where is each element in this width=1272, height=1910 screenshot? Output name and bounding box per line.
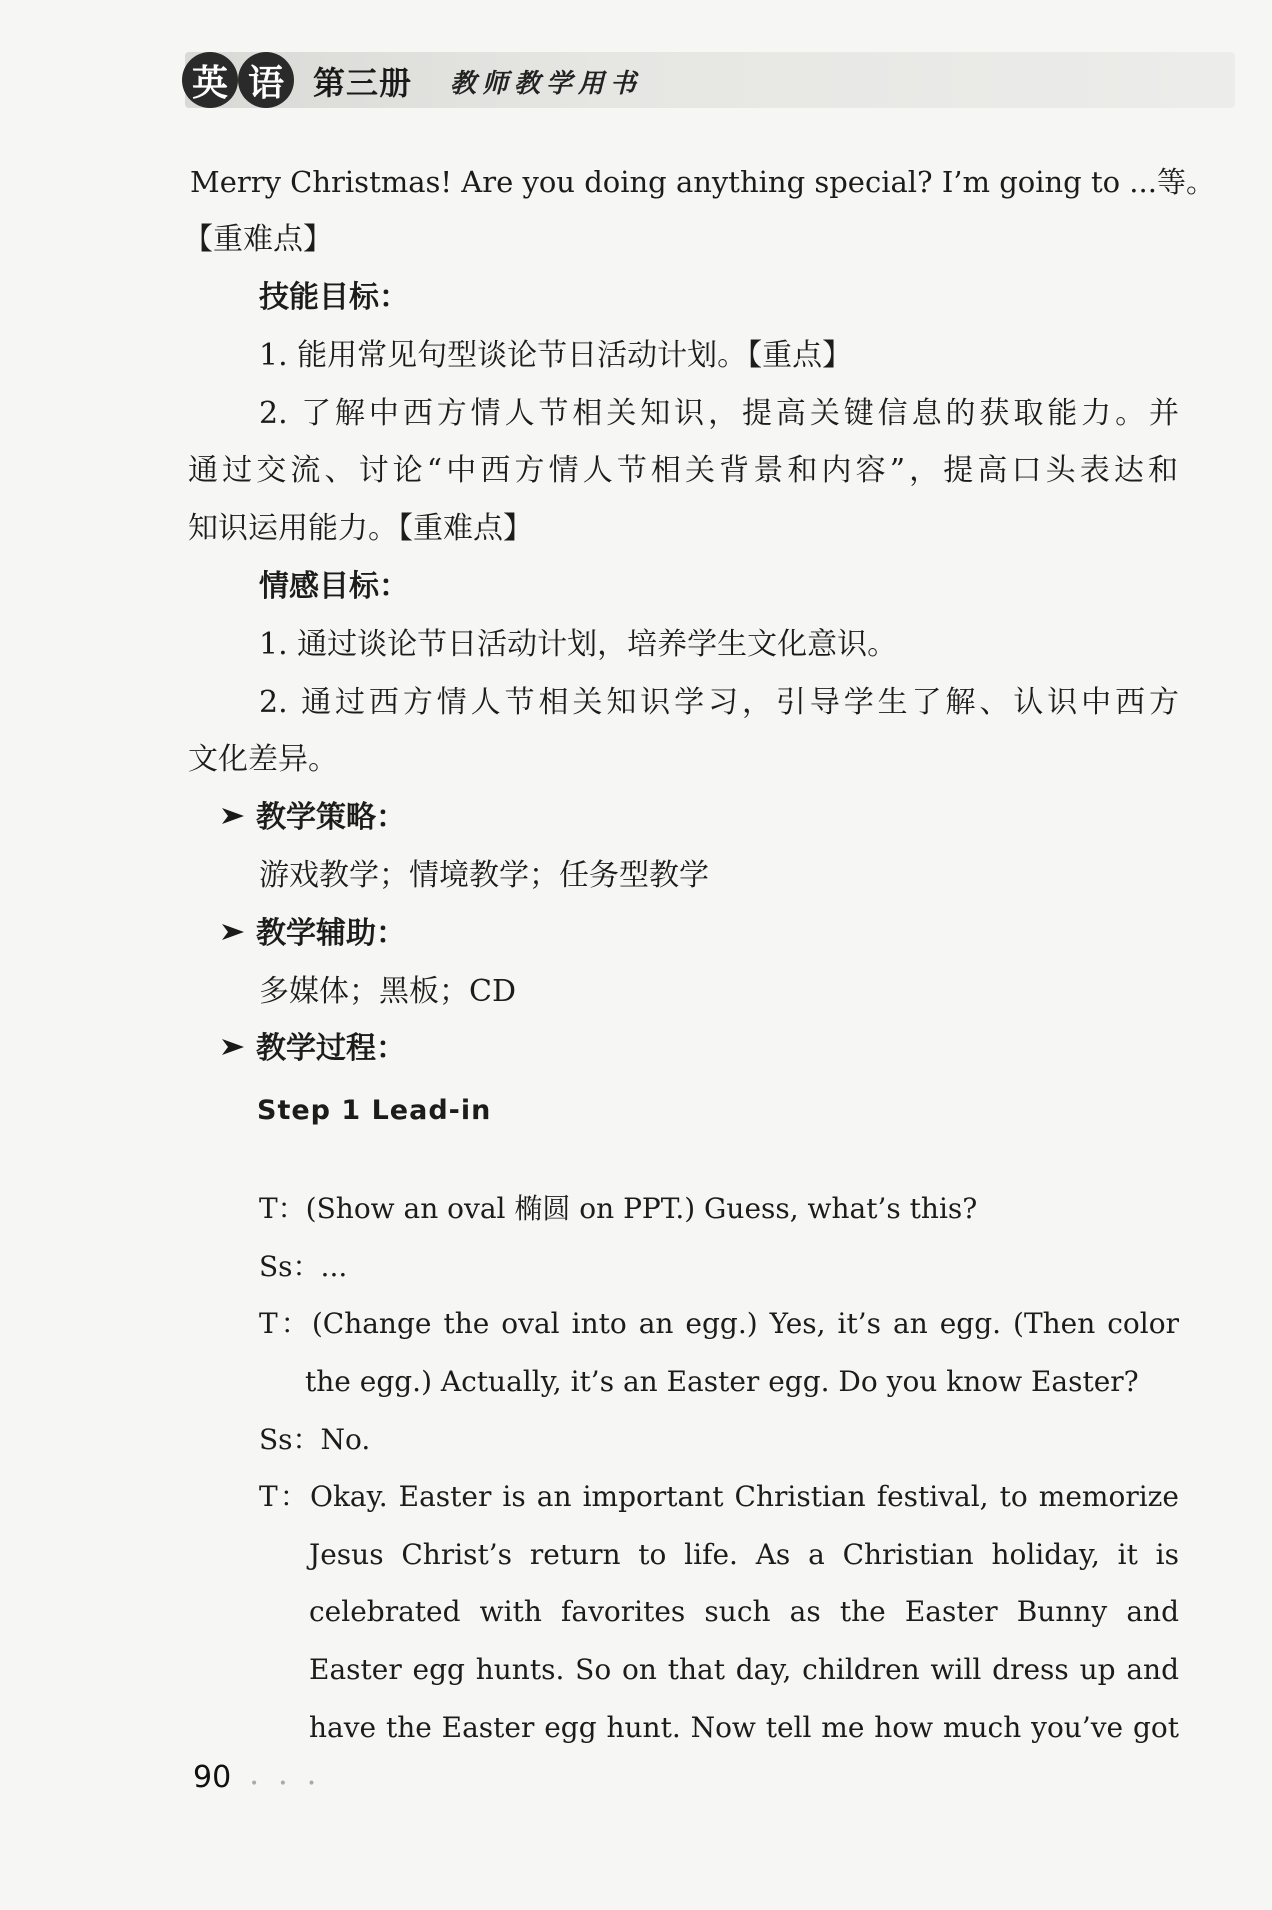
text-line: 2. 了解中西方情人节相关知识，提高关键信息的获取能力。并: [259, 396, 1179, 431]
dialogue-line: Jesus Christ’s return to life. As a Christian holiday, it is: [309, 1538, 1179, 1571]
section-heading: 教学策略：: [256, 800, 406, 835]
text-line: 文化差异。: [188, 742, 338, 777]
page-number-dots: • • •: [250, 1776, 324, 1792]
dialogue-line: Easter egg hunts. So on that day, children will dress up and: [309, 1653, 1179, 1686]
text-line: 多媒体；黑板；CD: [259, 974, 517, 1009]
header-char-circle: 语: [238, 52, 294, 108]
header-char-circle: 英: [182, 52, 238, 108]
header-book-title: 教师教学用书: [450, 69, 643, 99]
subsection-heading: 情感目标：: [259, 569, 409, 604]
dialogue-line: have the Easter egg hunt. Now tell me how much you’ve got: [309, 1711, 1179, 1744]
header-volume: 第三册: [313, 64, 413, 102]
text-line: 2. 通过西方情人节相关知识学习，引导学生了解、认识中西方: [259, 685, 1179, 720]
arrow-bullet-icon: [220, 922, 246, 942]
text-line: Merry Christmas! Are you doing anything special? I’m going to ...等。: [190, 165, 1215, 199]
text-line: 1. 通过谈论节日活动计划，培养学生文化意识。: [259, 627, 898, 662]
text-line: 知识运用能力。【重难点】: [188, 511, 533, 546]
dialogue-line: Ss：No.: [259, 1423, 371, 1456]
page-number: 90: [193, 1760, 232, 1795]
dialogue-line: T：(Change the oval into an egg.) Yes, it’s an egg. (Then color: [259, 1307, 1179, 1340]
dialogue-line: celebrated with favorites such as the Easter Bunny and: [309, 1595, 1179, 1628]
step-heading: Step 1 Lead-in: [257, 1095, 492, 1126]
dialogue-line: T：(Show an oval 椭圆 on PPT.) Guess, what’s this?: [259, 1192, 978, 1225]
arrow-bullet-icon: [220, 1037, 246, 1057]
subsection-heading: 技能目标：: [259, 280, 409, 315]
text-line: 通过交流、讨论“中西方情人节相关背景和内容”，提高口头表达和: [188, 453, 1178, 488]
dialogue-line: T：Okay. Easter is an important Christian festival, to memorize: [259, 1480, 1179, 1513]
dialogue-line: the egg.) Actually, it’s an Easter egg. Do you know Easter?: [305, 1365, 1139, 1398]
section-heading: 教学辅助：: [256, 916, 406, 951]
text-line: 游戏教学；情境教学；任务型教学: [259, 858, 709, 893]
arrow-bullet-icon: [220, 806, 246, 826]
section-heading: 教学过程：: [256, 1031, 406, 1066]
text-line: 1. 能用常见句型谈论节日活动计划。【重点】: [259, 338, 853, 373]
dialogue-line: Ss：...: [259, 1250, 348, 1283]
section-heading: 【重难点】: [183, 222, 333, 257]
